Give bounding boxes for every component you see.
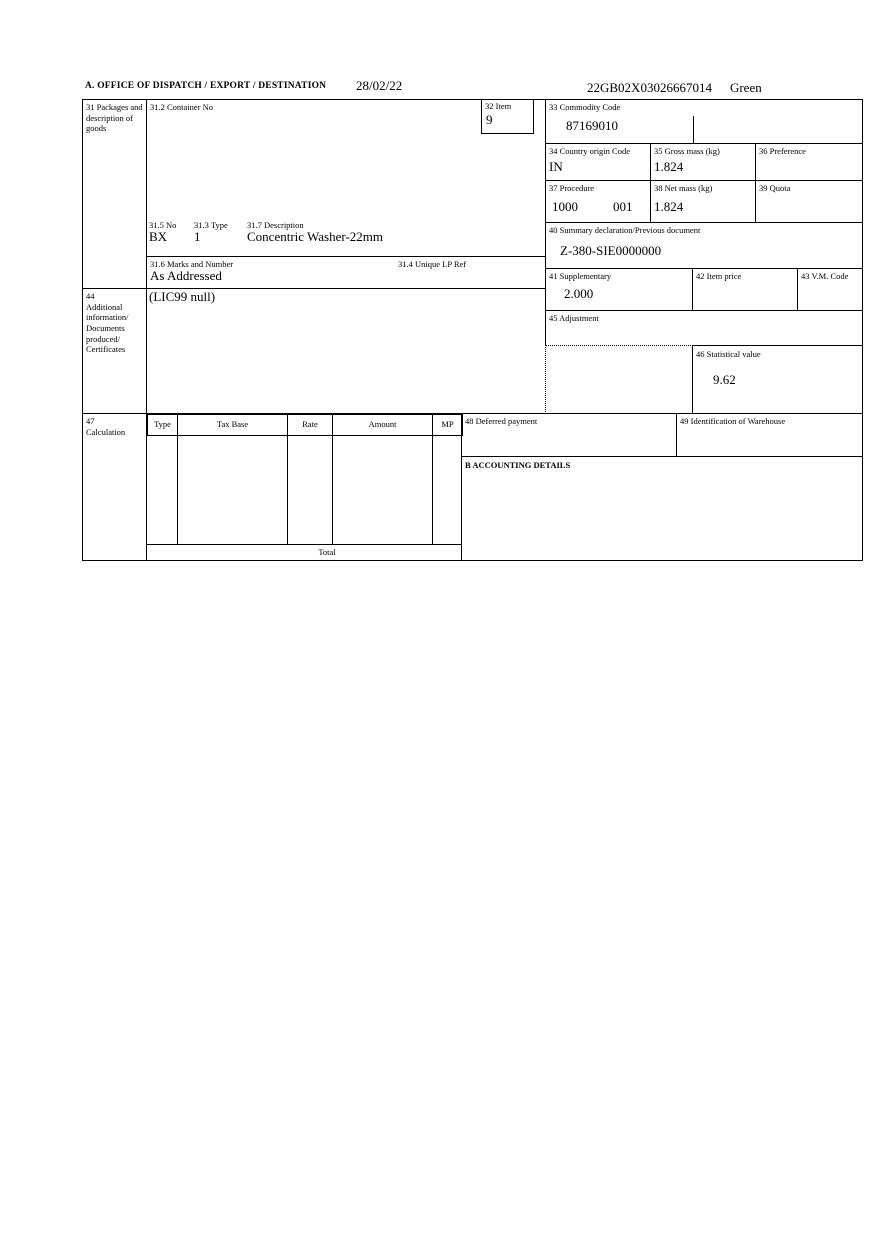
box-46-statistical-value (692, 345, 863, 414)
accounting-details-label: B ACCOUNTING DETAILS (465, 460, 571, 470)
box-37-procedure (545, 180, 651, 223)
routing-status: Green (729, 80, 762, 95)
box-31-side-label (82, 99, 147, 289)
declaration-date: 28/02/22 (356, 78, 403, 93)
tax-column-rate: Rate (287, 414, 333, 436)
box-31-7-value: Concentric Washer-22mm (247, 229, 383, 244)
box-49-label: 49 Identification of Warehouse (680, 416, 786, 426)
box-32-label: 32 Item (485, 101, 512, 111)
box-35-gross-mass (650, 143, 756, 181)
box-31-5-label: 31.5 No (149, 220, 177, 230)
box-31-side-label-desc: Packages and description of goods (86, 102, 143, 134)
box-47-side-label (82, 413, 147, 561)
tax-body-line-3 (332, 435, 333, 545)
box-40-label: 40 Summary declaration/Previous document (549, 225, 701, 235)
box-31-6-value: As Addressed (150, 268, 222, 283)
box-32-value: 9 (486, 112, 493, 127)
box-40-summary-declaration (545, 222, 863, 269)
box-31-6-marks (146, 256, 546, 289)
tax-column-type: Type (147, 414, 178, 436)
box-33-value: 87169010 (566, 118, 618, 133)
box-34-label: 34 Country origin Code (549, 146, 630, 156)
box-45-label: 45 Adjustment (549, 313, 599, 323)
box-37-label: 37 Procedure (549, 183, 595, 193)
accounting-details-box (461, 456, 863, 561)
box-33-label: 33 Commodity Code (549, 102, 621, 112)
box-49-warehouse (676, 413, 863, 457)
box-39-quota (755, 180, 863, 223)
box-46-label: 46 Statistical value (696, 349, 761, 359)
box-45-dotted-extension (545, 345, 693, 414)
box-31-5-value: BX (149, 229, 168, 244)
box-44-value: (LIC99 null) (149, 289, 216, 304)
box-34-country-origin (545, 143, 651, 181)
box-41-value: 2.000 (564, 286, 594, 301)
box-42-item-price (692, 268, 798, 311)
box-47-label-text: Calculation (86, 426, 126, 437)
box-36-label: 36 Preference (759, 146, 806, 156)
tax-column-mp: MP (432, 414, 463, 436)
box-42-label: 42 Item price (696, 271, 742, 281)
tax-total-label: Total (318, 547, 336, 557)
tax-body-line-2 (287, 435, 288, 545)
box-31-2-label: 31.2 Container No (150, 102, 214, 112)
box-44-label-text: Additional information/ Documents produced/ Certificates (86, 301, 129, 355)
box-38-net-mass (650, 180, 756, 223)
box-31-4-label: 31.4 Unique LP Ref (398, 259, 467, 269)
box-41-supplementary (545, 268, 693, 311)
box-32-item (481, 99, 534, 134)
tax-body-line-1 (177, 435, 178, 545)
box-33-subdivision-line (693, 116, 694, 144)
tax-column-tax-base: Tax Base (177, 414, 288, 436)
box-37-value-1: 1000 (552, 199, 578, 214)
box-48-deferred-payment (461, 413, 677, 457)
box-31-3-label: 31.3 Type (194, 220, 228, 230)
box-44-number: 44 (86, 291, 95, 301)
box-33-commodity-code (545, 99, 863, 144)
box-38-label: 38 Net mass (kg) (654, 183, 713, 193)
box-35-value: 1.824 (654, 159, 684, 174)
box-37-value-2: 001 (613, 199, 633, 214)
declaration-reference: 22GB02X03026667014 (587, 80, 712, 95)
box-31-side-label-text: 31 (86, 102, 95, 112)
declaration-reference-group (587, 79, 762, 97)
tax-total-divider (147, 544, 461, 545)
box-38-value: 1.824 (654, 199, 684, 214)
box-47-number: 47 (86, 416, 95, 426)
box-43-label: 43 V.M. Code (801, 271, 849, 281)
box-31-7-label: 31.7 Description (247, 220, 304, 230)
box-36-preference (755, 143, 863, 181)
box-34-value: IN (549, 159, 563, 174)
box-39-label: 39 Quota (759, 183, 791, 193)
box-46-value: 9.62 (713, 372, 736, 387)
box-41-label: 41 Supplementary (549, 271, 612, 281)
box-40-value: Z-380-SIE0000000 (560, 243, 662, 258)
tax-body-line-4 (432, 435, 433, 545)
box-35-label: 35 Gross mass (kg) (654, 146, 720, 156)
box-44-content (146, 288, 546, 414)
box-48-label: 48 Deferred payment (465, 416, 538, 426)
box-44-side-label (82, 288, 147, 414)
tax-column-amount: Amount (332, 414, 433, 436)
box-31-3-value: 1 (194, 229, 201, 244)
box-45-adjustment (545, 310, 863, 346)
box-43-vm-code (797, 268, 863, 311)
box-31-6-label: 31.6 Marks and Number (150, 259, 234, 269)
office-of-dispatch-heading: A. OFFICE OF DISPATCH / EXPORT / DESTINATION (85, 81, 327, 91)
calculation-tax-table (146, 413, 462, 561)
